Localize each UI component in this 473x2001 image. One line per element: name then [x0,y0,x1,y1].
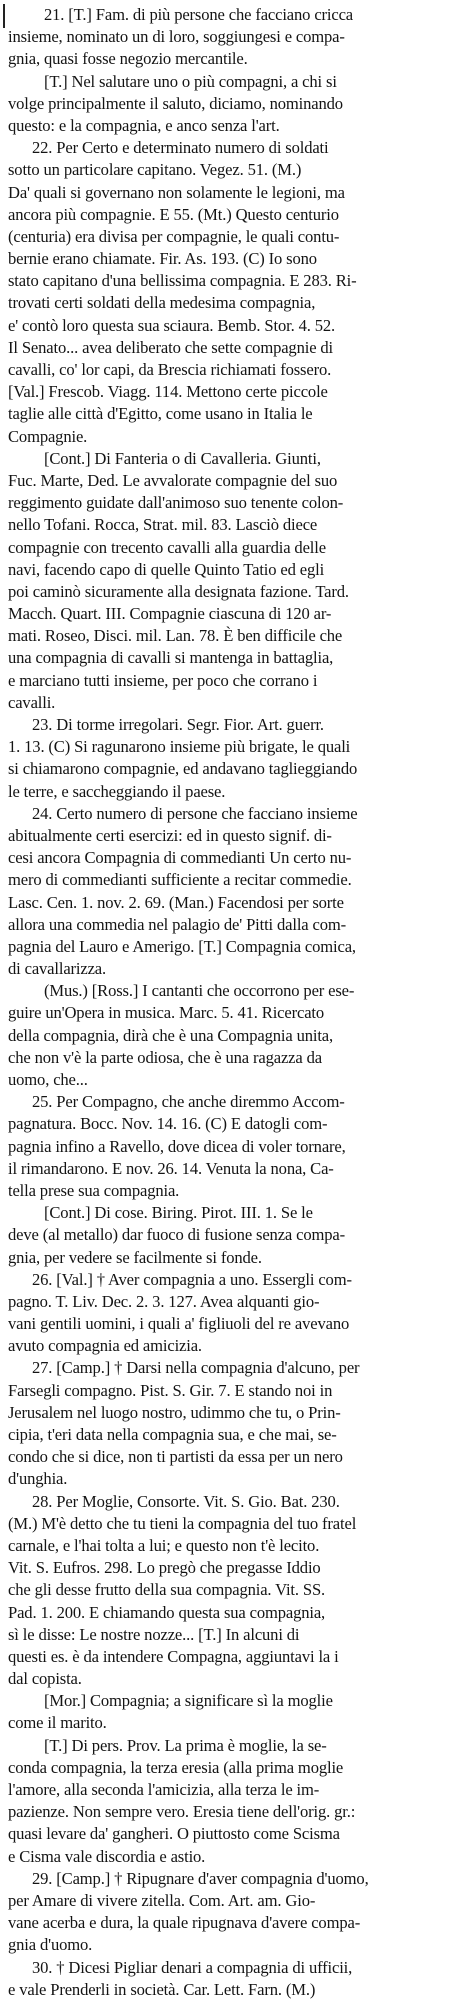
text-line: cesi ancora Compagnia di commedianti Un certo nu- [8,848,352,868]
text-line: uomo, che... [8,1070,88,1089]
text-line: pagnia infino a Ravello, dove dicea di voler tornare, [8,1136,346,1156]
text-line: tella prese sua compagnia. [8,1180,180,1200]
text-line: Pad. 1. 200. E chiamando questa sua compagnia, [8,1602,326,1622]
text-line: che gli desse frutto della sua compagnia. Vit. SS. [8,1580,326,1600]
text-line: allora una commedia nel palagio de' Pitti dalla com- [8,914,347,934]
text-line: conda compagnia, la terza eresia (alla prima moglie [8,1757,344,1777]
text-line: pagnatura. Bocc. Nov. 14. 16. (C) E datogli com- [8,1114,328,1134]
text-line: Il Senato... avea deliberato che sette compagnie di [8,337,334,357]
text-line: (Mus.) [Ross.] I cantanti che occorrono per ese- [44,981,355,1001]
text-line: [T.] Nel salutare uno o più compagni, a chi si [44,71,337,91]
text-line: cipia, t'eri data nella compagnia sua, e che mai, se- [8,1425,337,1444]
text-line: Farsegli compagno. Pist. S. Gir. 7. E stando noi in [8,1380,333,1400]
text-line: [Cont.] Di Fanteria o di Cavalleria. Giunti, [44,448,321,468]
text-line: ancora più compagnie. E 55. (Mt.) Questo centurio [8,204,339,224]
text-line: sotto un particolare capitano. Vegez. 51. (M.) [8,160,302,180]
text-line: navi, facendo capo di quelle Quinto Tatio ed egli [8,559,325,579]
text-line: cavalli. [8,692,56,712]
text-line: Vit. S. Eufros. 298. Lo pregò che pregasse Iddio [8,1558,321,1578]
text-line: sì le disse: Le nostre nozze... [T.] In alcuni di [8,1624,300,1644]
text-line: abitualmente certi esercizi: ed in questo signif. di- [8,825,332,845]
text-line: taglie alle città d'Egitto, come usano in Italia le [8,404,313,424]
text-line: le terre, e saccheggiando il paese. [8,781,226,801]
text-line: guire un'Opera in musica. Marc. 5. 41. Ricercato [8,1003,325,1023]
text-line: trovati certi soldati della medesima compagnia, [8,293,316,313]
text-line: poi caminò sicuramente alla designata fazione. Tard. [8,581,349,601]
text-line: gnia d'uomo. [8,1935,93,1955]
text-line: 24. Certo numero di persone che facciano insieme [32,803,358,823]
text-line: 21. [T.] Fam. di più persone che facciano cricca [44,5,354,24]
text-line: 22. Per Certo e determinato numero di soldati [32,138,329,158]
text-line: d'unghia. [8,1469,68,1489]
text-line: mero di commedianti sufficiente a recitar commedie. [8,870,352,890]
text-line: il rimandarono. E nov. 26. 14. Venuta la nona, Ca- [8,1158,334,1178]
text-line: 29. [Camp.] † Ripugnare d'aver compagnia d'uomo, [32,1868,369,1888]
text-line: 30. † Dicesi Pigliar denari a compagnia di ufficii, [32,1957,353,1977]
text-line: dal copista. [8,1669,82,1689]
text-line: bernie erano chiamate. Fir. As. 193. (C) Io sono [8,249,317,269]
text-line: mati. Roseo, Disci. mil. Lan. 78. È ben difficile che [8,626,343,646]
text-line: e vale Prenderli in società. Car. Lett. Farn. (M.) [8,1979,316,1999]
text-line: che non v'è la parte odiosa, che è una ragazza da [8,1047,322,1067]
entry-text [8,4,469,2001]
text-line: vane acerba e dura, la quale ripugnava d'avere compa- [8,1913,361,1933]
text-line: di cavallarizza. [8,959,107,979]
text-line: pagno. T. Liv. Dec. 2. 3. 127. Avea alquanti gio- [8,1291,320,1311]
text-line: avuto compagnia ed amicizia. [8,1336,202,1356]
text-line: deve (al metallo) dar fuoco di fusione senza compa- [8,1225,345,1245]
text-line: per Amare di vivere zitella. Com. Art. am. Gio- [8,1890,316,1910]
text-line: Jerusalem nel luogo nostro, udimmo che tu, o Prin- [8,1402,341,1422]
text-line: pazienze. Non sempre vero. Eresia tiene dell'orig. gr.: [8,1802,356,1822]
text-line: 1. 13. (C) Si ragunarono insieme più brigate, le quali [8,737,351,757]
text-line: compagnie con trecento cavalli alla guardia delle [8,537,326,557]
text-line: vani gentili uomini, i quali a' figliuoli del re avevano [8,1314,350,1334]
text-line: condo che si dice, non ti partisti da essa per un nero [8,1447,343,1467]
text-line: nello Tofani. Rocca, Strat. mil. 83. Lasciò diece [8,515,318,535]
text-line: volge principalmente il saluto, diciamo, nominando [8,93,343,113]
text-line: una compagnia di cavalli si mantenga in battaglia, [8,648,334,668]
text-line: 28. Per Moglie, Consorte. Vit. S. Gio. Bat. 230. [32,1491,340,1511]
text-line: [T.] Di pers. Prov. La prima è moglie, la se- [44,1735,327,1755]
text-line: Compagnie. [8,426,88,446]
text-line: carnale, e l'hai tolta a lui; e questo non t'è lecito. [8,1535,320,1555]
text-line: cavalli, co' lor capi, da Brescia richiamati fossero. [8,360,332,379]
text-line: pagnia del Lauro e Amerigo. [T.] Compagnia comica, [8,936,356,956]
text-line: questo: e la compagnia, e anco senza l'art. [8,115,280,135]
text-line: reggimento guidate dall'animoso suo tenente colon- [8,493,344,513]
text-line: Macch. Quart. III. Compagnie ciascuna di 120 ar- [8,604,332,624]
text-line: [Cont.] Di cose. Biring. Pirot. III. 1. Se le [44,1203,313,1223]
text-line: 26. [Val.] † Aver compagnia a uno. Essergli com- [32,1269,352,1289]
text-line: questi es. è da intendere Compagna, aggiuntavi la i [8,1646,339,1666]
text-line: (M.) M'è detto che tu tieni la compagnia del tuo fratel [8,1513,357,1533]
text-line: 23. Di torme irregolari. Segr. Fior. Art. guerr. [32,715,324,734]
text-line: [Val.] Frescob. Viagg. 114. Mettono certe piccole [8,382,328,402]
text-line: e Cisma vale discordia e astio. [8,1846,206,1866]
text-line: e' contò loro questa sua sciaura. Bemb. Stor. 4. 52. [8,315,335,335]
text-line: della compagnia, dirà che è una Compagnia unita, [8,1025,334,1045]
text-line: stato capitano d'una bellissima compagnia. E 283. Ri- [8,271,357,291]
text-line: quasi levare da' gangheri. O piuttosto come Scisma [8,1824,340,1844]
text-line: insieme, nominato un di loro, soggiungesi e compa- [8,27,345,47]
text-line: e marciano tutti insieme, per poco che corrano i [8,670,318,690]
text-line: (centuria) era divisa per compagnie, le quali contu- [8,226,340,246]
text-line: [Mor.] Compagnia; a significare sì la moglie [44,1691,333,1711]
text-line: gnia, per vedere se facilmente si fonde. [8,1247,262,1267]
text-line: 25. Per Compagno, che anche diremmo Accom- [32,1092,345,1112]
text-line: come il marito. [8,1713,107,1733]
text-line: 27. [Camp.] † Darsi nella compagnia d'alcuno, per [32,1358,360,1378]
text-line: l'amore, alla seconda l'amicizia, alla terza le im- [8,1780,320,1799]
text-line: Da' quali si governano non solamente le legioni, ma [8,182,345,202]
text-line: Fuc. Marte, Ded. Le avvalorate compagnie del suo [8,470,338,490]
page-edge-mark [3,4,5,28]
text-line: si chiamarono compagnie, ed andavano taglieggiando [8,759,358,779]
text-line: Lasc. Cen. 1. nov. 2. 69. (Man.) Facendosi per sorte [8,892,344,912]
text-line: gnia, quasi fosse negozio mercantile. [8,49,248,69]
